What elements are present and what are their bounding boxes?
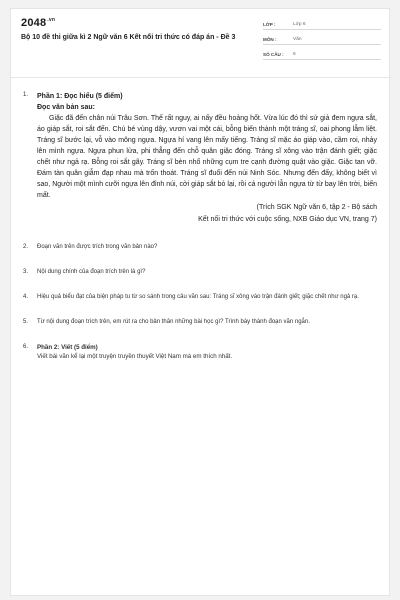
header-divider bbox=[11, 77, 391, 78]
question-item bbox=[23, 91, 377, 225]
question-item bbox=[23, 243, 377, 252]
question-item bbox=[23, 268, 377, 277]
meta-table bbox=[263, 17, 381, 62]
question-number: 6. bbox=[23, 344, 29, 350]
meta-row-count bbox=[263, 47, 381, 60]
section-heading: Phần 1: Đọc hiểu (5 điểm) bbox=[37, 93, 123, 100]
question-number: 2. bbox=[23, 244, 29, 250]
question-number: 4. bbox=[23, 294, 29, 300]
question-number: 1. bbox=[23, 92, 29, 98]
document-title: Bộ 10 đề thi giữa kì 2 Ngữ văn 6 Kết nối tri thức có đáp án - Đề 3 bbox=[21, 34, 236, 41]
meta-value: 6 bbox=[293, 52, 296, 57]
logo-tld: .vn bbox=[47, 17, 56, 23]
question-list bbox=[23, 91, 377, 371]
question-item bbox=[23, 293, 377, 302]
question-number: 5. bbox=[23, 319, 29, 325]
meta-row-subject bbox=[263, 32, 381, 45]
question-text: Hiệu quả biểu đạt của biện pháp tu từ so sánh trong câu văn sau: Tráng sĩ xông vào trận đánh giết; giặc chết như ngả rạ. bbox=[37, 294, 359, 300]
meta-key: SỐ CÂU : bbox=[263, 52, 284, 57]
question-item bbox=[23, 343, 377, 361]
document-header bbox=[21, 17, 381, 67]
question-text: Từ nội dung đoạn trích trên, em rút ra cho bản thân những bài học gì? Trình bày thành đoạn văn ngắn. bbox=[37, 319, 310, 325]
reading-passage: Giặc đã đến chân núi Trâu Sơn. Thế rất nguy, ai nấy đều hoảng hốt. Vừa lúc đó thì sứ giả đem ngựa sắt, áo giáp sắt, roi sắt đến. Chú bé vùng dậy, vươn vai một cái, bỗng biến thành một tráng sĩ, oai phong lẫm liệt. Tráng sĩ bước lại, vỗ vào mông ngựa. Ngựa hí vang lên mấy tiếng. Tráng sĩ mặc áo giáp vào, cầm roi, nhảy lên mình ngựa. Ngựa phun lửa, phi thẳng đến chỗ quân giặc đóng. Tráng sĩ xông vào trận đánh giết; giặc chết như ngả rạ. Bỗng roi sắt gãy. Tráng sĩ bèn nhổ những cụm tre cạnh đường quật vào giặc. Giặc tan vỡ. Đám tàn quân giẫm đạp nhau mà trốn thoát. Tráng sĩ đuổi đến núi Ninh Sóc. Nhưng đến đấy, không biết vì sao, Người một mình cưỡi ngựa lên đỉnh núi, cởi giáp sắt bỏ lại, rồi cả người lẫn ngựa từ từ bay lên trời, biến mất. bbox=[37, 115, 377, 199]
document-page bbox=[10, 8, 390, 596]
source-line-2: Kết nối tri thức với cuộc sống, NXB Giáo dục VN, trang 7) bbox=[198, 216, 377, 223]
logo-number: 2048 bbox=[21, 17, 47, 29]
question-text: Đoạn văn trên được trích trong văn bản nào? bbox=[37, 244, 158, 250]
question-text: Nội dung chính của đoạn trích trên là gì? bbox=[37, 269, 146, 275]
meta-key: MÔN : bbox=[263, 37, 277, 42]
instruction: Đọc văn bản sau: bbox=[37, 104, 95, 111]
section-heading: Phần 2: Viết (5 điểm) bbox=[37, 344, 98, 351]
meta-key: LỚP : bbox=[263, 22, 276, 27]
question-item bbox=[23, 318, 377, 327]
meta-row-class bbox=[263, 17, 381, 30]
question-number: 3. bbox=[23, 269, 29, 275]
source-line-1: (Trích SGK Ngữ văn 6, tập 2 - Bộ sách bbox=[256, 204, 377, 211]
meta-value: Lớp 6 bbox=[293, 22, 306, 27]
question-text: Viết bài văn kể lại một truyện truyền thuyết Việt Nam mà em thích nhất. bbox=[37, 353, 233, 360]
site-logo[interactable] bbox=[21, 17, 55, 29]
meta-value: Văn bbox=[293, 37, 302, 42]
